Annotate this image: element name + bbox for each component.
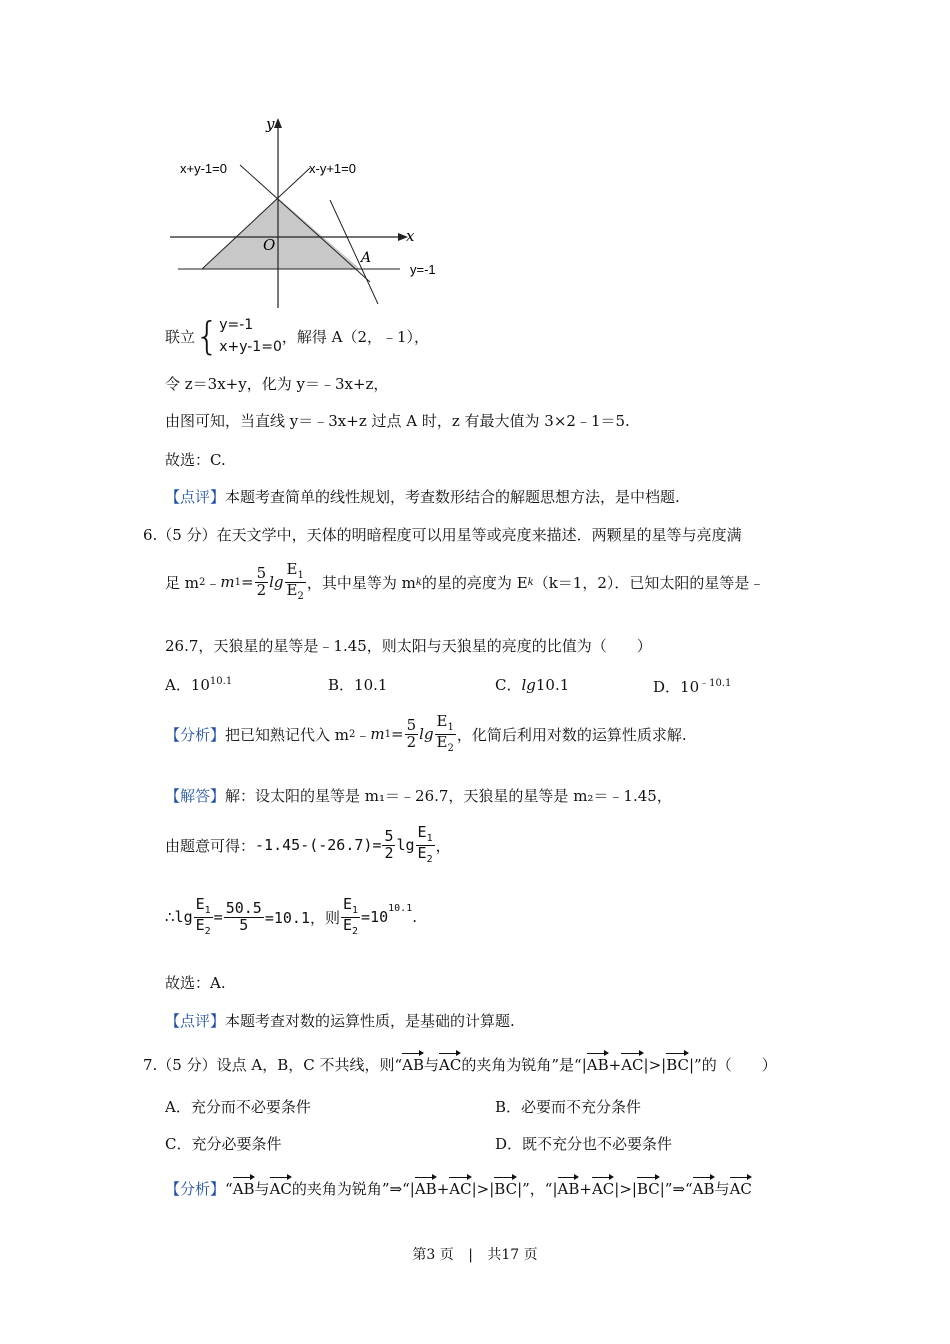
q5-line-max: 由图可知，当直线 y＝﹣3x+z 过点 A 时，z 有最大值为 3×2﹣1＝5. — [165, 412, 630, 430]
stem2-tail: 的星的亮度为 E — [421, 573, 528, 592]
step2-exponent: 10.1 — [388, 903, 413, 914]
review-tag: 【点评】 — [165, 1012, 226, 1030]
option-a-text: A．10 — [165, 676, 210, 694]
footer-separator: | — [468, 1247, 473, 1263]
x-axis-label: x — [406, 227, 415, 245]
q5-choice: 故选：C. — [165, 451, 226, 469]
analysis-pre: 把已知熟记代入 m — [225, 725, 350, 744]
stem2-end: （k＝1，2）．已知太阳的星等是﹣ — [533, 573, 765, 592]
review-tag: 【点评】 — [165, 488, 226, 506]
line3-label: y=-1 — [410, 262, 436, 277]
step2-expr2: =10 — [361, 908, 389, 926]
frac-5-over-2: $\frac{5}{2}$ — [256, 563, 267, 599]
page-number: 第3 页 — [412, 1247, 454, 1263]
review-text: 本题考查对数的运算性质，是基础的计算题. — [225, 1012, 515, 1030]
lianli-text: 联立 — [165, 327, 196, 346]
y-axis-label: y — [266, 115, 275, 133]
line2-label: x-y+1=0 — [309, 161, 356, 176]
q6-stem-line2: 足 m 2 ﹣ m 1 = $\frac{5}{2}$ lg $\frac{E_1}{E_2}$ ，其中星等为 m k 的星的亮度为 E k （k＝1，2）．已知太阳的星等是﹣ — [165, 560, 765, 602]
option-c-value: 10.1 — [535, 676, 570, 694]
q7-option-d[interactable]: D．既不充分也不必要条件 — [495, 1135, 673, 1153]
analysis-tag: 【分析】 — [165, 725, 226, 744]
q6-option-a[interactable] — [165, 674, 232, 695]
feasible-region-graph — [160, 110, 460, 315]
analysis-post: ，化简后利用对数的运算性质求解. — [456, 725, 687, 744]
origin-label: O — [263, 236, 276, 254]
q5-line-z: 令 z＝3x+y，化为 y＝﹣3x+z， — [165, 375, 389, 393]
point-a-label: A — [361, 250, 372, 266]
left-brace: { — [195, 314, 220, 358]
equation-stack — [219, 314, 282, 358]
option-c-lg: lg — [521, 676, 536, 694]
y-axis-arrow — [274, 118, 282, 128]
step2-expr1: =10.1，则 — [264, 908, 340, 927]
line1-label: x+y-1=0 — [180, 161, 227, 176]
step2-pre: ∴ — [165, 908, 175, 926]
q7-option-c[interactable]: C．充分必要条件 — [165, 1135, 282, 1153]
q6-option-b[interactable]: B．10.1 — [328, 676, 388, 694]
page-footer — [0, 1244, 950, 1264]
q5-review — [165, 486, 680, 507]
answer-text: 解：设太阳的星等是 m₁＝﹣26.7，天狼星的星等是 m₂＝﹣1.45， — [225, 787, 672, 805]
system-of-equations — [165, 314, 429, 358]
q7-analysis: 【分析】“AB与AC的夹角为锐角”⇒“|AB+AC|>|BC|”，“|AB+AC|>|BC|”⇒“AB与AC — [165, 1180, 752, 1198]
q7-stem: 7.（5 分）设点 A，B，C 不共线，则“AB与AC的夹角为锐角”是“|AB+AC|>|BC|”的（ ） — [143, 1056, 777, 1074]
q6-stem-line1: 6.（5 分）在天文学中，天体的明暗程度可以用星等或亮度来描述．两颗星的星等与亮度满 — [143, 526, 742, 544]
q7-option-a[interactable]: A．充分而不必要条件 — [165, 1098, 311, 1116]
q6-analysis: 【分析】 把已知熟记代入 m 2 ﹣ m 1 = $\frac{5}{2}$ lg $\frac{E_1}{E_2}$ ，化简后利用对数的运算性质求解. — [165, 712, 687, 754]
solve-text: ，解得 A（2，﹣1）， — [281, 327, 430, 346]
review-text: 本题考查简单的线性规划，考查数形结合的解题思想方法，是中档题. — [225, 488, 680, 506]
q7-stem-pre: 7.（5 分）设点 A，B，C 不共线，则“ — [143, 1056, 403, 1074]
equation-2: x+y-1=0 — [219, 339, 282, 355]
stem2-post: ，其中星等为 m — [306, 573, 416, 592]
q7-stem-mid: 的夹角为锐角”是“| — [461, 1056, 587, 1074]
answer-tag: 【解答】 — [165, 787, 226, 805]
step1-expr: -1.45-(-26.7)= — [255, 836, 382, 854]
feasible-region — [202, 198, 360, 269]
q7-option-b[interactable]: B．必要而不充分条件 — [495, 1098, 642, 1116]
q7-stem-end: ”的（ ） — [694, 1056, 777, 1074]
analysis-tag: 【分析】 — [165, 1180, 226, 1198]
q6-stem-line3: 26.7，天狼星的星等是﹣1.45，则太阳与天狼星的亮度的比值为（ ） — [165, 637, 652, 655]
q6-answer — [165, 785, 672, 806]
option-c-prefix: C． — [495, 676, 522, 694]
stem2-pre: 足 m — [165, 573, 199, 592]
q6-step1: 由题意可得： -1.45-(-26.7)= $\frac{5}{2}$ lg $\frac{E_1}{E_2}$ ， — [165, 823, 451, 865]
option-d-exponent: ﹣10.1 — [699, 678, 732, 689]
page-total: 共17 页 — [487, 1247, 538, 1263]
option-d-text: D．10 — [653, 678, 700, 696]
q6-step2: ∴ lg $\frac{E_1}{E_2}$ = $\frac{50.5}{5}$ =10.1，则 $\frac{E_1}{E_2}$ =10 $^{10.1}$ . — [165, 895, 418, 937]
option-a-exponent: 10.1 — [209, 676, 233, 687]
step1-pre: 由题意可得： — [165, 836, 256, 855]
q6-choice: 故选：A. — [165, 974, 226, 992]
equation-1: y=-1 — [219, 317, 254, 333]
q6-option-d[interactable] — [653, 674, 731, 697]
q6-option-c[interactable] — [495, 674, 569, 695]
q6-review — [165, 1010, 515, 1031]
frac-e1-over-e2: $\frac{E_1}{E_2}$ — [286, 560, 304, 602]
